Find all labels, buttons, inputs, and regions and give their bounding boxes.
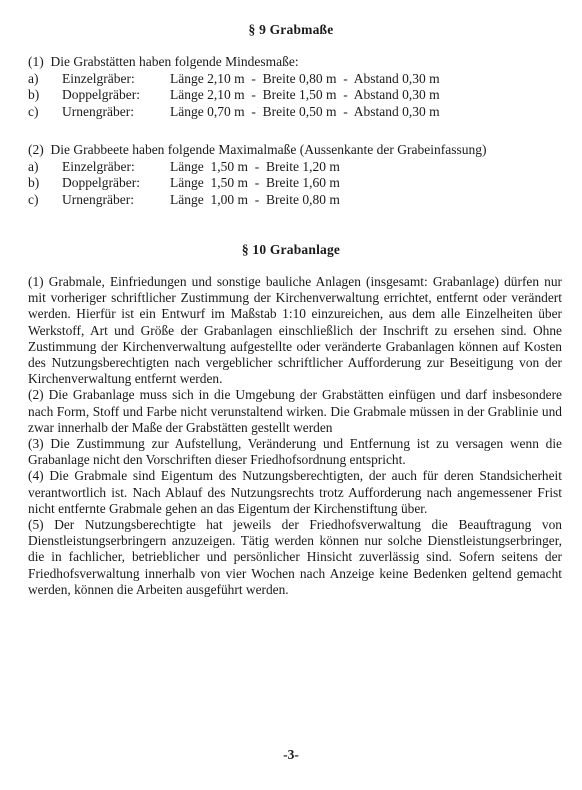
list-label: b) (28, 87, 40, 102)
grave-dimensions: Länge 1,50 m - Breite 1,60 m (170, 175, 340, 190)
grave-type: Urnengräber: (62, 103, 134, 119)
grave-type: Einzelgräber: (62, 70, 135, 86)
list-item (28, 87, 568, 104)
list-item (28, 71, 568, 88)
paragraph-3: (3) Die Zustimmung zur Aufstellung, Veränderung und Entfernung ist zu versagen wenn die Grabanlage nicht den Vorschriften dieser Friedhofsordnung entspricht. (28, 436, 562, 468)
section-9-paragraph-1 (28, 54, 568, 120)
section-10-heading: § 10 Grabanlage (241, 242, 341, 257)
list-item (28, 104, 568, 121)
grave-type: Einzelgräber: (62, 158, 135, 174)
paragraph-1: (1) Grabmale, Einfriedungen und sonstige bauliche Anlagen (insgesamt: Grabanlage) dürfen nur mit vorheriger schriftlicher Zustimmung der Kirchenverwaltung errichtet, entfernt oder verändert werden. Hierfür ist ein Entwurf im Maßstab 1:10 einzureichen, aus dem alle Einzelheiten über Werkstoff, Art und Größe der Grabanlagen einschließlich der Inschrift zu ersehen sind. Ohne Zustimmung der Kirchenverwaltung aufgestellte oder veränderte Grabanlagen können auf Kosten des Nutzungsberechtigten nach vergeblicher schriftlicher Aufforderung zur Beseitigung von der Kirchenverwaltung entfernt werden. (28, 274, 562, 387)
grave-dimensions: Länge 2,10 m - Breite 0,80 m - Abstand 0,30 m (170, 70, 440, 86)
list-item (28, 175, 568, 192)
paragraph-4: (4) Die Grabmale sind Eigentum des Nutzungsberechtigten, der auch für deren Standsicherheit verantwortlich ist. Nach Ablauf des Nutzungsrechts trotz Aufforderung nach angemessener Frist nicht entfernte Grabmale gehen an das Eigentum der Kirchenstiftung über. (28, 468, 562, 516)
grave-type: Urnengräber: (62, 191, 134, 207)
list-item (28, 159, 568, 176)
section-10-body (28, 274, 562, 598)
list-label: c) (28, 191, 39, 207)
grave-type: Doppelgräber: (62, 175, 140, 190)
list-item (28, 192, 568, 209)
paragraph-intro: (1) Die Grabstätten haben folgende Mindesmaße: (28, 54, 299, 69)
paragraph-intro: (2) Die Grabbeete haben folgende Maximalmaße (Aussenkante der Grabeinfassung) (28, 142, 487, 157)
list-label: b) (28, 175, 40, 190)
section-9-heading: § 9 Grabmaße (248, 22, 334, 37)
list-label: c) (28, 103, 39, 119)
list-label: a) (28, 70, 39, 86)
grave-dimensions: Länge 0,70 m - Breite 0,50 m - Abstand 0,30 m (170, 103, 440, 119)
list-label: a) (28, 158, 39, 174)
grave-dimensions: Länge 1,50 m - Breite 1,20 m (170, 158, 340, 174)
grave-type: Doppelgräber: (62, 87, 140, 102)
paragraph-5: (5) Der Nutzungsberechtigte hat jeweils der Friedhofsverwaltung die Beauftragung von Dienstleistungserbringern anzuzeigen. Tätig werden können nur solche Dienstleistungserbringer, die in fachlicher, betrieblicher und persönlicher Hinsicht zuverlässig sind. Sofern seitens der Friedhofsverwaltung innerhalb von vier Wochen nach Anzeige keine Bedenken geltend gemacht werden, können die Arbeiten ausgeführt werden. (28, 517, 562, 597)
grave-dimensions: Länge 2,10 m - Breite 1,50 m - Abstand 0,30 m (170, 87, 440, 102)
paragraph-2: (2) Die Grabanlage muss sich in die Umgebung der Grabstätten einfügen und darf insbesondere nach Form, Stoff und Farbe nicht verunstaltend wirken. Die Grabmale müssen in der Grablinie und zwar innerhalb der Maße der Grabstätten gestellt werden (28, 387, 562, 435)
page-number: -3- (283, 747, 299, 762)
section-9-paragraph-2 (28, 142, 568, 208)
grave-dimensions: Länge 1,00 m - Breite 0,80 m (170, 191, 340, 207)
